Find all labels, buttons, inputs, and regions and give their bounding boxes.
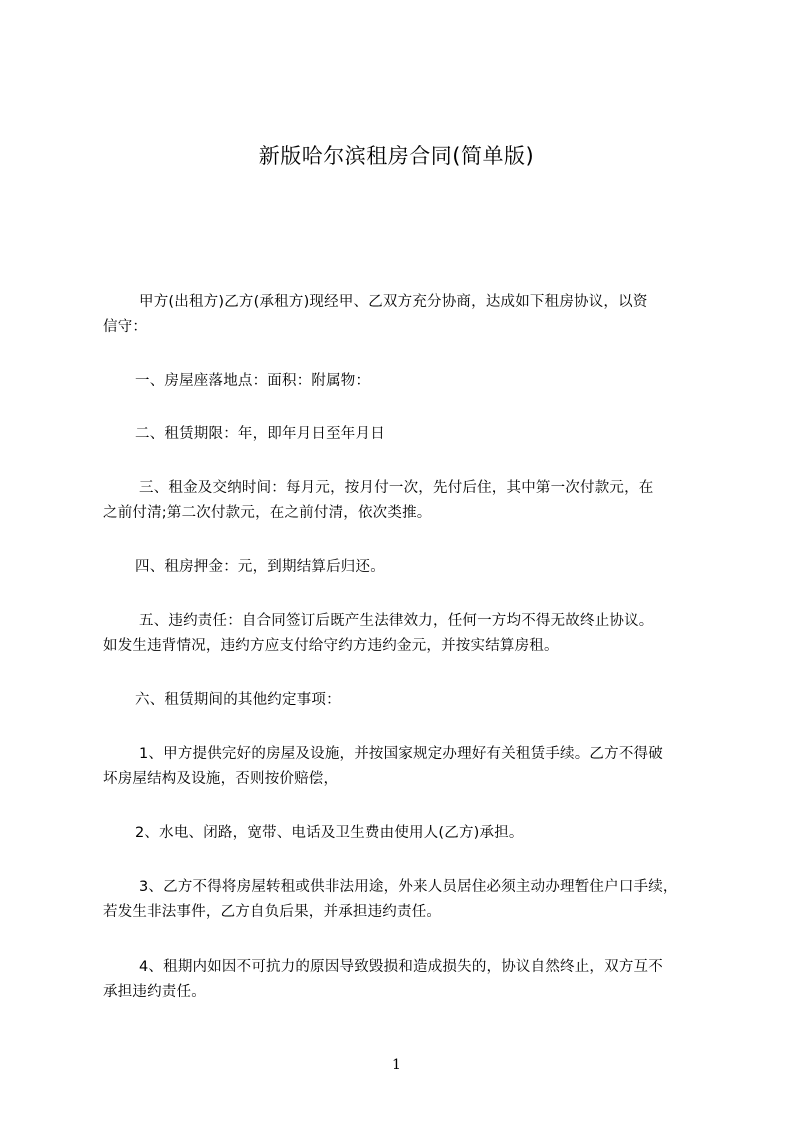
clause-rent	[103, 476, 715, 526]
intro-paragraph	[103, 290, 715, 340]
clause-other-terms	[103, 688, 715, 713]
paragraph-line: 承担违约责任。	[103, 984, 206, 1000]
paragraph-line: 1、甲方提供完好的房屋及设施，并按国家规定办理好有关租赁手续。乙方不得破	[139, 746, 663, 762]
paragraph-line: 如发生违背情况，违约方应支付给守约方违约金元，并按实结算房租。	[103, 638, 559, 654]
paragraph-line: 信守：	[103, 319, 148, 335]
clause-term	[103, 422, 715, 447]
paragraph-line: 六、租赁期间的其他约定事项：	[135, 692, 341, 708]
paragraph-line: 五、违约责任：自合同签订后既产生法律效力，任何一方均不得无故终止协议。	[139, 613, 654, 629]
page-number: 1	[392, 1057, 401, 1073]
paragraph-line: 三、租金及交纳时间：每月元，按月付一次，先付后住，其中第一次付款元，在	[139, 480, 654, 496]
paragraph-line: 4、租期内如因不可抗力的原因导致毁损和造成损失的，协议自然终止，双方互不	[139, 959, 663, 975]
clause-deposit	[103, 555, 715, 580]
paragraph-line: 之前付清;第二次付款元，在之前付清，依次类推。	[103, 505, 432, 521]
paragraph-line: 3、乙方不得将房屋转租或供非法用途，外来人员居住必须主动办理暂住户口手续，	[139, 879, 678, 895]
paragraph-line: 一、房屋座落地点：面积：附属物：	[135, 373, 371, 389]
term-item-1	[103, 742, 715, 792]
clause-breach	[103, 609, 715, 659]
term-item-2	[103, 821, 715, 846]
term-item-3	[103, 875, 715, 925]
document-title: 新版哈尔滨租房合同(简单版)	[258, 144, 535, 168]
paragraph-line: 若发生非法事件，乙方自负后果，并承担违约责任。	[103, 904, 442, 920]
paragraph-line: 2、水电、闭路，宽带、电话及卫生费由使用人(乙方)承担。	[135, 825, 524, 841]
paragraph-line: 四、租房押金：元，到期结算后归还。	[135, 559, 385, 575]
term-item-4	[103, 955, 715, 1005]
clause-location	[103, 369, 715, 394]
paragraph-line: 二、租赁期限：年，即年月日至年月日	[135, 426, 385, 442]
paragraph-line: 甲方(出租方)乙方(承租方)现经甲、乙双方充分协商，达成如下租房协议，以资	[139, 294, 648, 310]
paragraph-line: 坏房屋结构及设施，否则按价赔偿，	[103, 771, 339, 787]
